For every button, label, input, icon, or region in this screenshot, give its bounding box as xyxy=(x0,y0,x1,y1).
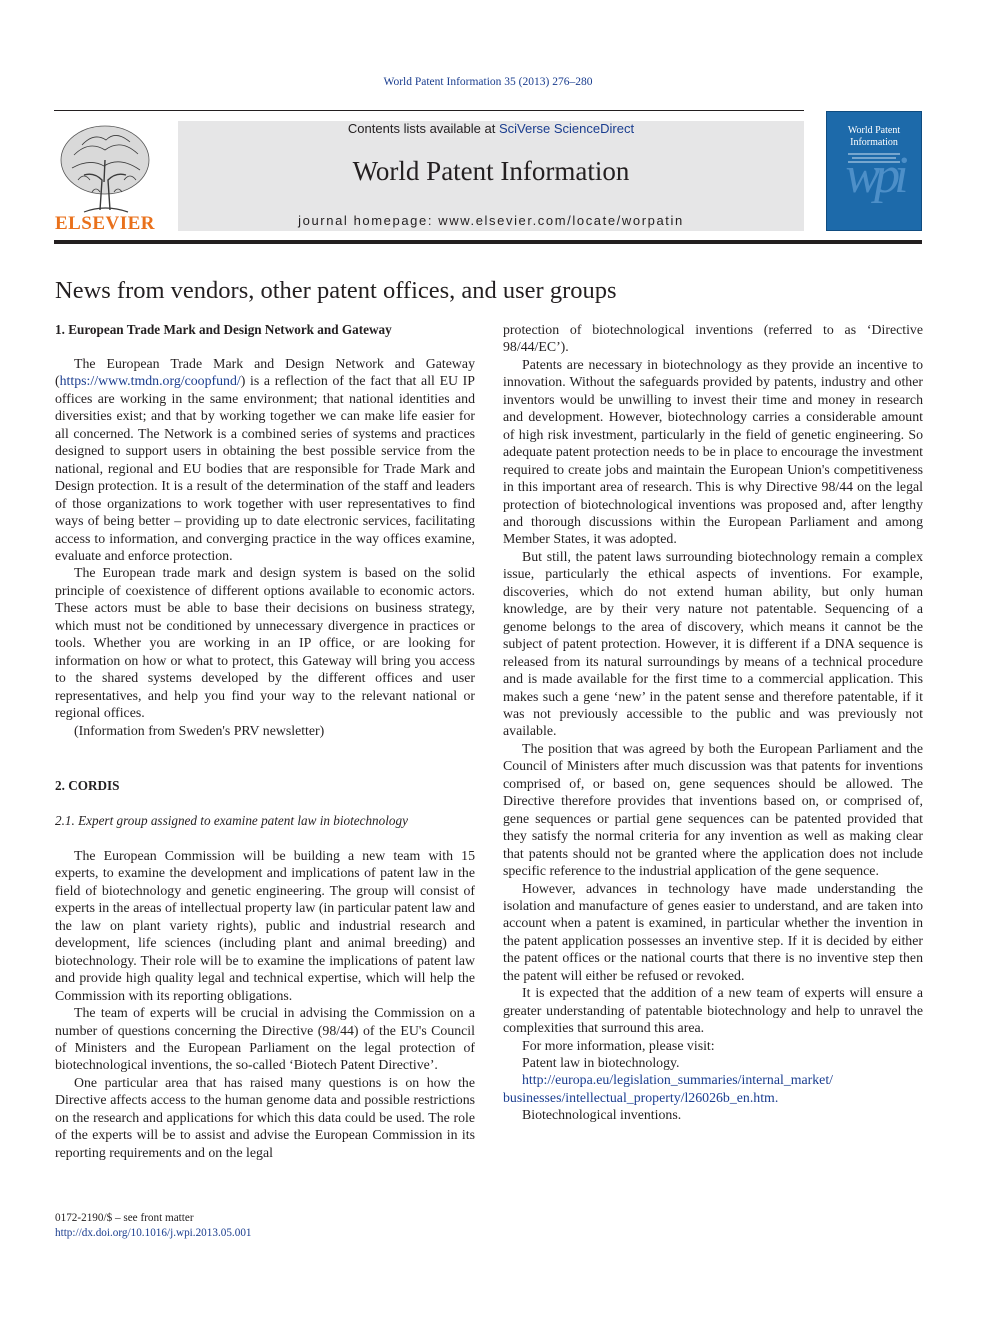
paragraph: Biotechnological inventions. xyxy=(522,1107,682,1123)
section-1-heading: 1. European Trade Mark and Design Network and Gateway xyxy=(55,322,392,337)
paragraph-text: The European Trade Mark and Design Network and Gateway ( xyxy=(55,356,475,389)
journal-citation[interactable]: World Patent Information 35 (2013) 276–280 xyxy=(383,76,593,88)
paragraph: One particular area that has raised many questions is on how the Directive affects access to the human genome data and possible restrictions on the research and applications for which this data could be used. The role of the experts will be to assist and advise the European Commission in its reporting requirements and on the legal xyxy=(55,1074,475,1160)
contents-line xyxy=(178,121,804,136)
europa-link-part-1[interactable]: http://europa.eu/legislation_summaries/internal_market/ xyxy=(522,1072,834,1088)
paragraph: (Information from Sweden's PRV newsletter) xyxy=(74,722,325,738)
article-title: News from vendors, other patent offices, and user groups xyxy=(55,277,617,304)
paragraph: The team of experts will be crucial in advising the Commission on a number of questions concerning the Directive (98/44) of the EU's Council of Ministers and the European Parliament on the legal protection of biotechnological inventions, the so-called ‘Biotech Patent Directive’. xyxy=(55,1005,475,1073)
header-thick-rule xyxy=(54,240,922,244)
journal-title: World Patent Information xyxy=(352,156,630,186)
paragraph: The European trade mark and design system is based on the solid principle of coexistence of different options available to economic actors. These actors must be able to base their decisions on business strategy, which must not be conditioned by unnecessary divergence in practices or tools. Whether you are working in an IP office, or are looking for information on how or what to protect, this Gateway will bring you access to the shared systems developed by the different offices and user representatives, and help you find your way to the relevant national or regional offices. xyxy=(55,565,475,721)
link-period: . xyxy=(774,1089,779,1105)
paragraph: It is expected that the addition of a new team of experts will ensure a greater understanding of patentable biotechnology and help to unravel the complexities that surround this area. xyxy=(503,985,923,1036)
journal-homepage[interactable]: journal homepage: www.elsevier.com/locate/worpatin xyxy=(298,213,684,228)
europa-link-part-2[interactable]: businesses/intellectual_property/l26026b_en.htm xyxy=(503,1089,775,1105)
issn-line: 0172-2190/$ – see front matter xyxy=(55,1212,194,1224)
cover-monogram: wpi xyxy=(845,147,903,204)
section-2-heading: 2. CORDIS xyxy=(55,778,120,793)
paragraph: Patents are necessary in biotechnology as they provide an incentive to innovation. Without the safeguards provided by patents, industry and other inventors would be unwilling to invest their time and money in research and development. However, biotechnology carries a considerable amount of high risk investment, particularly in the field of genetic engineering. So adequate patent protection needs to be in place to encourage the investment required to create jobs and maintain the European Union's competitiveness in this important area of research. This is why Directive 98/44 on the legal protection of biotechnological inventions was proposed and, after lengthy and thorough discussions within the European Parliament and among Member States, it was adopted. xyxy=(503,356,923,547)
paragraph xyxy=(55,355,475,564)
paragraph: protection of biotechnological inventions (referred to as ‘Directive 98/44/EC’). xyxy=(503,322,923,355)
section-2-body-left xyxy=(55,847,475,1161)
elsevier-logo: ELSEVIER xyxy=(54,213,156,234)
paragraph: The European Commission will be building a new team with 15 experts, to examine the development and implications of patent law in the field of biotechnology and genetic engineering. The group will consist of experts in the areas of intellectual property law (in particular patent law and the law on plant variety rights), public and industrial research and development, life sciences (including plant and animal breeding) and biotechnology. Their role will be to examine the implications of patent law and provide high quality legal and technical expertise, which will help the Commission with its reporting obligations. xyxy=(55,848,475,1003)
paragraph: However, advances in technology have made understanding the isolation and manufacture of genes easier to understand, and are taken into account when a patent is examined, in particular whether the invention in the patent application possesses an inventive step. If it is decided by either the patent offices or the national courts that there is no inventive step then the patent will either be refused or revoked. xyxy=(503,880,923,983)
paragraph: But still, the patent laws surrounding biotechnology remain a complex issue, particularly the ethical aspects of inventions. For example, discoveries, which do not extend human ability, but only human knowledge, are by their very nature not patentable. Sequencing of a genome belongs to the area of discovery, which means it cannot be the subject of patent protection. However, it is different if a DNA sequence is released from its natural surroundings by means of a technical procedure and is made available for the first time to a commercial application. This makes such a gene ‘new’ in the patent sense and therefore patentable, if it was not previously accessible to the public and was previously not available. xyxy=(503,548,923,739)
paragraph: For more information, please visit: xyxy=(522,1037,715,1053)
cover-text-lines xyxy=(848,152,900,166)
doi-link[interactable]: http://dx.doi.org/10.1016/j.wpi.2013.05.001 xyxy=(55,1227,252,1239)
paragraph xyxy=(503,1071,923,1106)
cover-title: World Patent Information xyxy=(847,125,901,148)
subsection-2-1-heading: 2.1. Expert group assigned to examine patent law in biotechnology xyxy=(55,813,408,828)
paragraph-text: ) is a reflection of the fact that all EU IP offices are working in the same environment; that national identities and diversities exist; and that by working together we can make life easier for all concerned. The Network is a combined series of systems and practices designed to support users in obtaining the best possible service from the national, regional and EU bodies that are responsible for Trade Mark and Design protection. It is a result of the determination of the staff and leaders of those organizations to work together with user representatives to find ways of being better – providing up to date electronic services, facilitating access to information, and converging practice in the way offices examine, evaluate and enforce protection. xyxy=(55,373,475,563)
section-2-body-right xyxy=(503,321,923,1124)
contents-prefix: Contents lists available at xyxy=(347,121,499,136)
paragraph: The position that was agreed by both the European Parliament and the Council of Ministers after much discussion was that patents for inventions comprised of, or based on, gene sequences should be allowed. The Directive therefore provides that inventions based on, or comprised of, gene sequences or partial gene sequences can be patented provided that they satisfy the normal criteria for any invention as well as making clear that patents should not be granted where the application does not include specific reference to the industrial application of the gene sequence. xyxy=(503,740,923,879)
sciencedirect-link[interactable]: SciVerse ScienceDirect xyxy=(498,121,635,136)
header-rule xyxy=(54,110,804,111)
paragraph: Patent law in biotechnology. xyxy=(522,1055,680,1071)
tmdn-link[interactable]: https://www.tmdn.org/coopfund/ xyxy=(59,373,241,389)
section-1-body xyxy=(55,355,475,739)
